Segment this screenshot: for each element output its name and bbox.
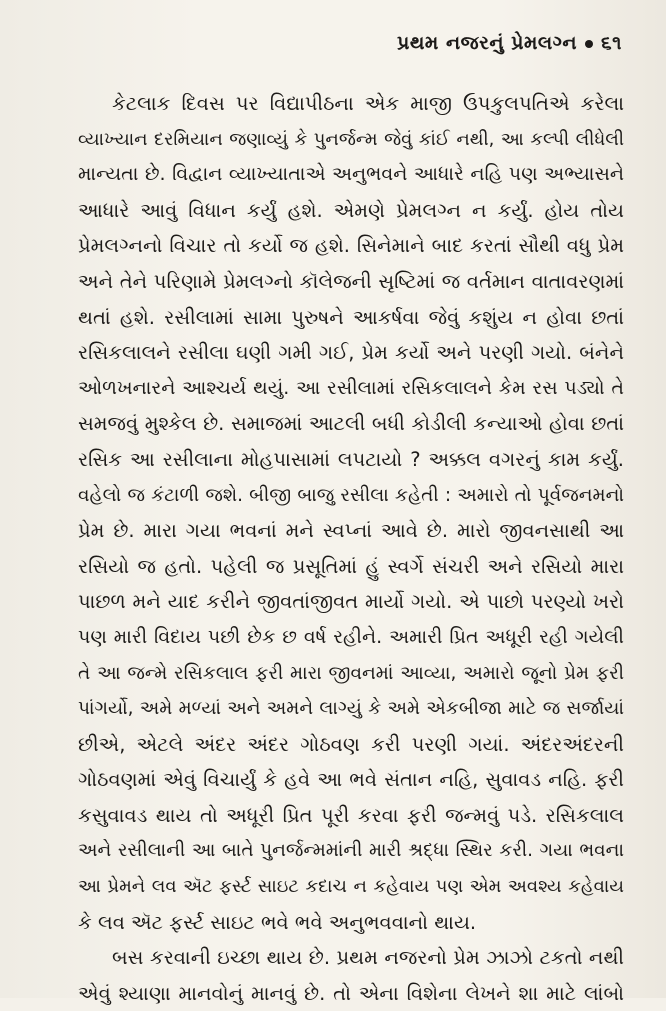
text-line: આધારે આવું વિધાન કર્યું હશે. એમણે પ્રેમલગ્ન ન કર્યું. હોય તોય — [78, 198, 624, 222]
text-line: ગોઠવણમાં એવું વિચાર્યું કે હવે આ ભવે સંતાન નહિ, સુવાવડ નહિ. ફરી — [78, 768, 624, 792]
text-line: વહેલો જ કંટાળી જશે. બીજી બાજુ રસીલા કહેતી : અમારો તો પૂર્વજનમનો — [78, 484, 624, 506]
text-line: તે આ જન્મે રસિકલાલ ફરી મારા જીવનમાં આવ્યા, અમારો જૂનો પ્રેમ ફરી — [78, 662, 624, 684]
text-line: વ્યાખ્યાન દરમિયાન જણાવ્યું કે પુનર્જન્મ જેવું કાંઈ નથી, આ કલ્પી લીધેલી — [78, 128, 624, 150]
text-line: ઓળખનારને આશ્ચર્ય થયું. આ રસીલામાં રસિકલાલને કેમ રસ પડ્યો તે — [78, 376, 624, 399]
text-line: છીએ, એટલે અંદર અંદર ગોઠવણ કરી પરણી ગયાં. અંદરઅંદરની — [78, 732, 624, 756]
text-line: પાછળ મને યાદ કરીને જીવતાંજીવત માર્યો ગયો. એ પાછો પરણ્યો ખરો — [78, 590, 624, 614]
text-line: એવું શ્યાણા માનવોનું માનવું છે. તો એના વિશેના લેખને શા માટે લાંબો — [78, 981, 624, 1005]
text-line: રસિકલાલને રસીલા ઘણી ગમી ગઈ, પ્રેમ કર્યો અને પરણી ગયો. બંનેને — [78, 341, 624, 365]
text-line: અને તેને પરિણામે પ્રેમલગ્નો કૉલેજની સૃષ્ટિમાં જ વર્તમાન વાતાવરણમાં — [78, 269, 624, 293]
text-line: પણ મારી વિદાય પછી છેક છ વર્ષ રહીને. અમારી પ્રિત અધૂરી રહી ગયેલી — [78, 625, 624, 648]
text-line: કસુવાવડ થાય તો અધૂરી પ્રિત પૂરી કરવા ફરી જન્મવું પડે. રસિકલાલ — [78, 803, 624, 827]
chapter-title: પ્રથમ નજરનું પ્રેમલગ્ન — [397, 32, 578, 54]
page-number: ૬૧ — [601, 32, 622, 54]
text-line: માન્યતા છે. વિદ્વાન વ્યાખ્યાતાએ અનુભવને આધારે નહિ પણ અભ્યાસને — [78, 163, 624, 186]
text-line: રસિયો જ હતો. પહેલી જ પ્રસૂતિમાં હું સ્વર્ગે સંચરી અને રસિયો મારા — [78, 554, 624, 578]
bullet-separator-icon — [585, 40, 593, 48]
text-line: અને રસીલાની આ બાતે પુનર્જન્મમાંની મારી શ્રદ્ધા સ્થિર કરી. ગયા ભવના — [78, 840, 624, 862]
text-line: સમજવું મુશ્કેલ છે. સમાજમાં આટલી બધી કોડીલી કન્યાઓ હોવા છતાં — [78, 412, 624, 436]
text-line: પ્રેમલગ્નનો વિચાર તો કર્યો જ હશે. સિનેમાને બાદ કરતાં સૌથી વધુ પ્રેમ — [78, 234, 624, 258]
text-line: બસ કરવાની ઇચ્છા થાય છે. પ્રથમ નજરનો પ્રેમ ઝાઝો ટકતો નથી — [112, 946, 624, 970]
text-line: કે લવ ઍટ ફર્સ્ટ સાઇટ ભવે ભવે અનુભવવાનો થાય. — [78, 910, 477, 934]
text-line: પ્રેમ છે. મારા ગયા ભવનાં મને સ્વપ્નાં આવે છે. મારો જીવનસાથી આ — [78, 519, 624, 543]
body-text — [78, 86, 624, 1011]
text-line: કેટલાક દિવસ પર વિદ્યાપીઠના એક માજી ઉપકુલપતિએ કરેલા — [112, 92, 624, 115]
text-line: આ પ્રેમને લવ ઍટ ફર્સ્ટ સાઇટ કદાચ ન કહેવાય પણ એમ અવશ્ય કહેવાય — [78, 876, 624, 898]
text-line: રસિક આ રસીલાના મોહપાસામાં લપટાયો ? અક્કલ વગરનું કામ કર્યું. — [78, 447, 624, 471]
text-line: પાંગર્યો, અમે મળ્યાં અને અમને લાગ્યું કે અમે એકબીજા માટે જ સર્જાયાં — [78, 698, 624, 720]
running-header — [100, 32, 622, 54]
text-line: થતાં હશે. રસીલામાં સામા પુરુષને આકર્ષવા જેવું કશુંય ન હોવા છતાં — [78, 305, 624, 329]
